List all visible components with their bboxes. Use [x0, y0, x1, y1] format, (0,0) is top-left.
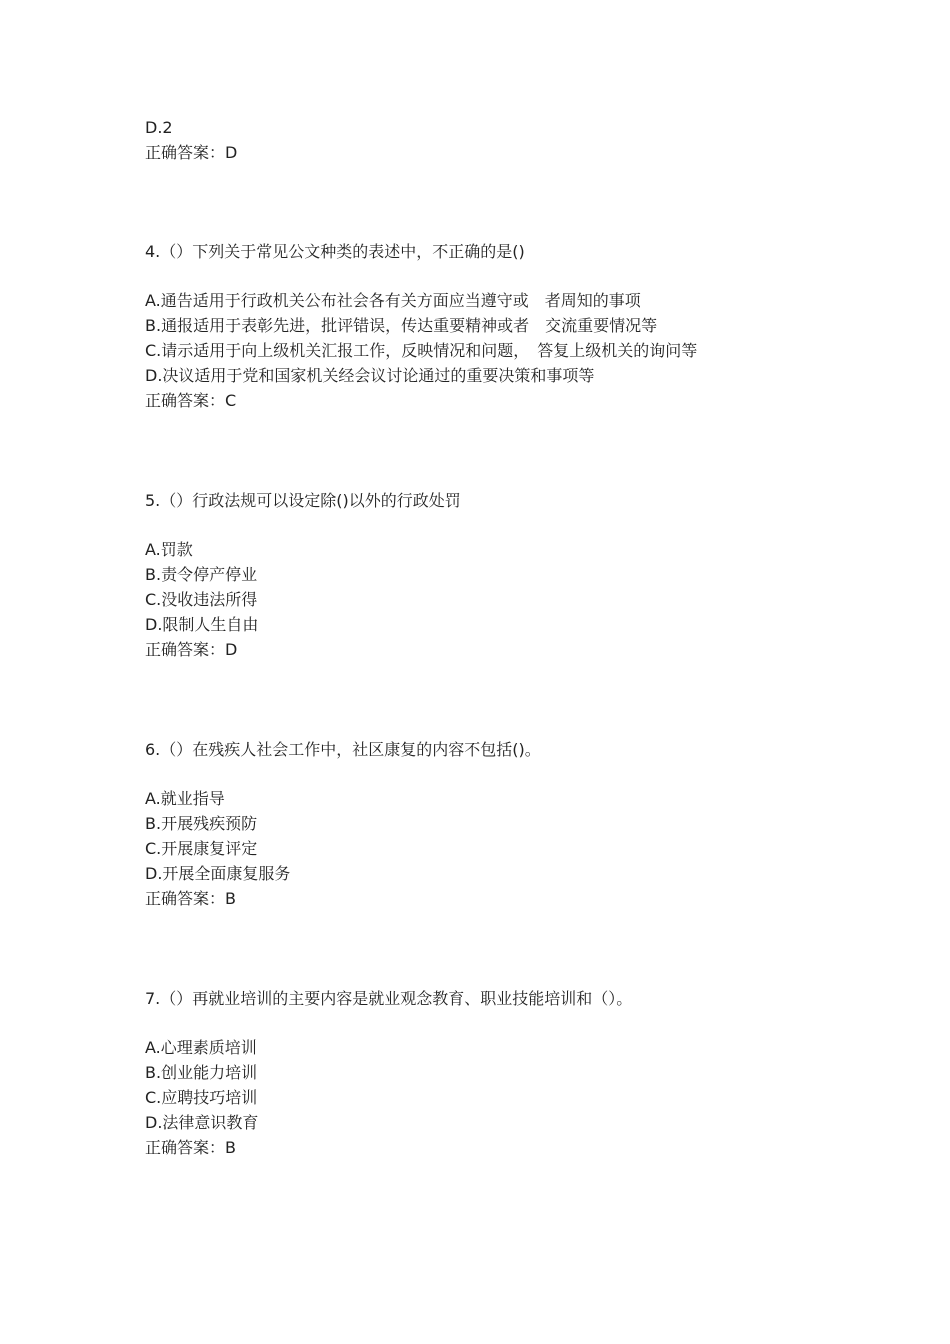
question-7-option-c: C.应聘技巧培训 [145, 1088, 258, 1107]
question-6-option-a: A.就业指导 [145, 789, 225, 808]
document-page [145, 0, 905, 1344]
question-4-answer: 正确答案：C [145, 391, 237, 410]
question-6-option-c: C.开展康复评定 [145, 839, 258, 858]
question-6-answer: 正确答案：B [145, 889, 236, 908]
question-4-stem: 4.（）下列关于常见公文种类的表述中，不正确的是() [145, 242, 525, 261]
question-5-option-a: A.罚款 [145, 540, 193, 559]
question-7-option-a: A.心理素质培训 [145, 1038, 257, 1057]
question-7-stem: 7.（）再就业培训的主要内容是就业观念教育、职业技能培训和（）。 [145, 989, 633, 1008]
question-6-option-b: B.开展残疾预防 [145, 814, 258, 833]
question-4-option-d: D.决议适用于党和国家机关经会议讨论通过的重要决策和事项等 [145, 366, 595, 385]
question-7-answer: 正确答案：B [145, 1138, 236, 1157]
question-5-option-c: C.没收违法所得 [145, 590, 258, 609]
question-5-option-d: D.限制人生自由 [145, 615, 259, 634]
question-6-stem: 6.（）在残疾人社会工作中，社区康复的内容不包括()。 [145, 740, 541, 759]
question-5-answer: 正确答案：D [145, 640, 238, 659]
question-4-option-a: A.通告适用于行政机关公布社会各有关方面应当遵守或 者周知的事项 [145, 291, 641, 310]
question-6-option-d: D.开展全面康复服务 [145, 864, 291, 883]
prev-answer: 正确答案：D [145, 143, 238, 162]
question-5-option-b: B.责令停产停业 [145, 565, 258, 584]
question-7-option-d: D.法律意识教育 [145, 1113, 259, 1132]
question-4-option-b: B.通报适用于表彰先进，批评错误，传达重要精神或者 交流重要情况等 [145, 316, 658, 335]
question-5-stem: 5.（）行政法规可以设定除()以外的行政处罚 [145, 491, 461, 510]
question-4-option-c: C.请示适用于向上级机关汇报工作，反映情况和问题， 答复上级机关的询问等 [145, 341, 698, 360]
question-7-option-b: B.创业能力培训 [145, 1063, 258, 1082]
prev-option-d: D.2 [145, 118, 173, 137]
